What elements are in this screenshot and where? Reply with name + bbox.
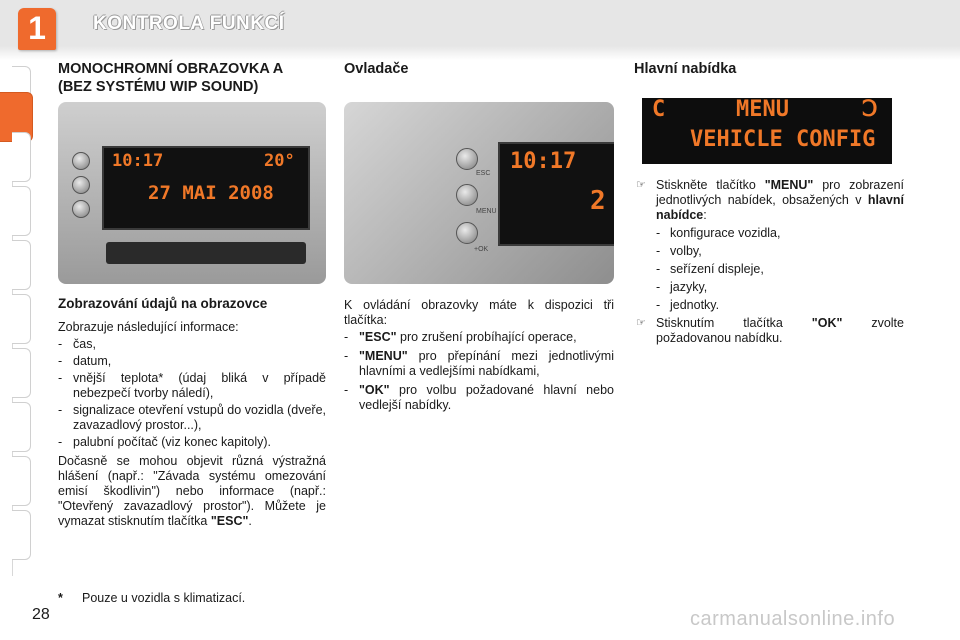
watermark: carmanualsonline.info — [690, 608, 896, 630]
column-controls — [344, 60, 614, 415]
side-tab[interactable] — [12, 456, 31, 506]
key-esc: "ESC" — [359, 330, 397, 344]
bullet-text: Stiskněte tlačítko — [656, 178, 756, 192]
lcd-vehicle-config: VEHICLE CONFIG — [690, 127, 876, 152]
note-text: Dočasně se mohou objevit různá výstražná hlášení (např.: "Závada systému omezování emisí škodlivin") nebo informace (např.: "Otevřený zavazadlový prostor"). Můžete je vymazat stisknutím tlačítka — [58, 454, 326, 528]
list-item — [344, 349, 614, 379]
lcd-temp: 20° — [264, 151, 295, 171]
intro-text: K ovládání obrazovky máte k dispozici tři tlačítka: — [344, 298, 614, 327]
side-tab[interactable] — [12, 348, 31, 398]
side-tab[interactable] — [12, 402, 31, 452]
section-subheading: Zobrazování údajů na obrazovce — [58, 296, 268, 311]
list-item: - palubní počítač (viz konec kapitoly). — [58, 435, 326, 450]
note-key: "ESC" — [210, 514, 249, 528]
column-main-menu — [634, 60, 904, 346]
side-tab[interactable] — [12, 132, 31, 182]
display-photo — [58, 102, 326, 284]
item-text: pro volbu požadované hlavní nebo vedlejší nabídky. — [359, 383, 614, 412]
bullet-text: zvolte požadovanou nabídku. — [656, 316, 904, 345]
bullet-press-menu — [634, 178, 904, 223]
menu-label: MENU — [476, 208, 497, 215]
page-number: 28 — [32, 606, 50, 623]
side-tabs — [0, 66, 34, 576]
footnote-text: Pouze u vozidla s klimatizací. — [82, 591, 246, 605]
key-menu: "MENU" — [764, 178, 814, 192]
ok-label: +OK — [474, 246, 489, 253]
chapter-number: 1 — [28, 10, 46, 46]
list-item: - volby, — [656, 244, 904, 259]
list-item: - vnější teplota* (údaj bliká v případě nebezpečí tvorby náledí), — [58, 371, 326, 401]
lcd-left-bracket: C — [652, 97, 666, 122]
list-item: - konfigurace vozidla, — [656, 226, 904, 241]
menu-items-list — [656, 226, 904, 313]
section-heading: Ovladače — [344, 61, 409, 77]
item-text: pro zrušení probíhající operace, — [400, 330, 577, 344]
pointing-hand-icon: ☞ — [636, 179, 646, 191]
ok-button-icon — [456, 222, 478, 244]
list-item: - jednotky. — [656, 298, 904, 313]
column-monochrome-display — [58, 60, 326, 529]
section-heading: Hlavní nabídka — [634, 61, 737, 77]
lcd-screen — [102, 146, 310, 230]
warning-lamps-strip — [106, 242, 306, 264]
item-text: pro přepínání mezi jednotlivými hlavními a vedlejšími nabídkami, — [359, 349, 614, 378]
list-item: - čas, — [58, 337, 326, 352]
key-menu: "MENU" — [359, 349, 408, 363]
menu-button-icon — [456, 184, 478, 206]
menu-lcd-screen — [642, 98, 892, 164]
lcd-time: 10:17 — [510, 149, 577, 174]
key-ok: "OK" — [811, 316, 843, 330]
side-tab[interactable] — [12, 240, 31, 290]
list-item: - seřízení displeje, — [656, 262, 904, 277]
side-tab[interactable] — [12, 510, 31, 560]
bullet-press-ok — [634, 316, 904, 346]
info-list — [58, 337, 326, 450]
list-item: - jazyky, — [656, 280, 904, 295]
esc-label: ESC — [476, 170, 491, 177]
ok-button-icon — [72, 200, 90, 218]
lcd-date: 27 MAI 2008 — [148, 182, 274, 204]
footnote — [58, 591, 245, 605]
key-ok: "OK" — [359, 383, 390, 397]
lcd-right-bracket: Ↄ — [862, 97, 878, 122]
esc-button-icon — [456, 148, 478, 170]
lcd-screen — [498, 142, 614, 246]
esc-button-icon — [72, 152, 90, 170]
side-tab[interactable] — [12, 186, 31, 236]
controls-photo — [344, 102, 614, 284]
controls-list — [344, 330, 614, 413]
list-item: - datum, — [58, 354, 326, 369]
menu-button-icon — [72, 176, 90, 194]
bullet-end: : — [703, 208, 707, 222]
bullet-text: pro zobrazení jednotlivých nabídek, obsažených v — [656, 178, 905, 207]
intro-text: Zobrazuje následující informace: — [58, 320, 239, 334]
lcd-digit: 2 — [590, 186, 606, 216]
page-title: KONTROLA FUNKCÍ — [93, 13, 285, 34]
list-item — [344, 383, 614, 413]
note-paragraph: Dočasně se mohou objevit různá výstražná hlášení (např.: "Závada systému omezování emisí škodlivin") nebo informace (např.: "Otevřený zavazadlový prostor"). Můžete je vymazat stisknutím tlačítka "ESC". — [58, 454, 326, 528]
bullet-strong: hlavní nabídce — [656, 193, 904, 222]
bullet-text: Stisknutím tlačítka — [656, 316, 783, 330]
lcd-menu: MENU — [736, 97, 789, 122]
section-heading: MONOCHROMNÍ OBRAZOVKA A (BEZ SYSTÉMU WIP SOUND) — [58, 61, 283, 95]
side-tab[interactable] — [12, 294, 31, 344]
list-item: - signalizace otevření vstupů do vozidla (dveře, zavazadlový prostor...), — [58, 403, 326, 433]
lcd-time: 10:17 — [112, 151, 164, 171]
pointing-hand-icon: ☞ — [636, 317, 646, 329]
header-fade — [0, 46, 960, 60]
footnote-star: * — [58, 591, 63, 605]
list-item — [344, 330, 614, 345]
